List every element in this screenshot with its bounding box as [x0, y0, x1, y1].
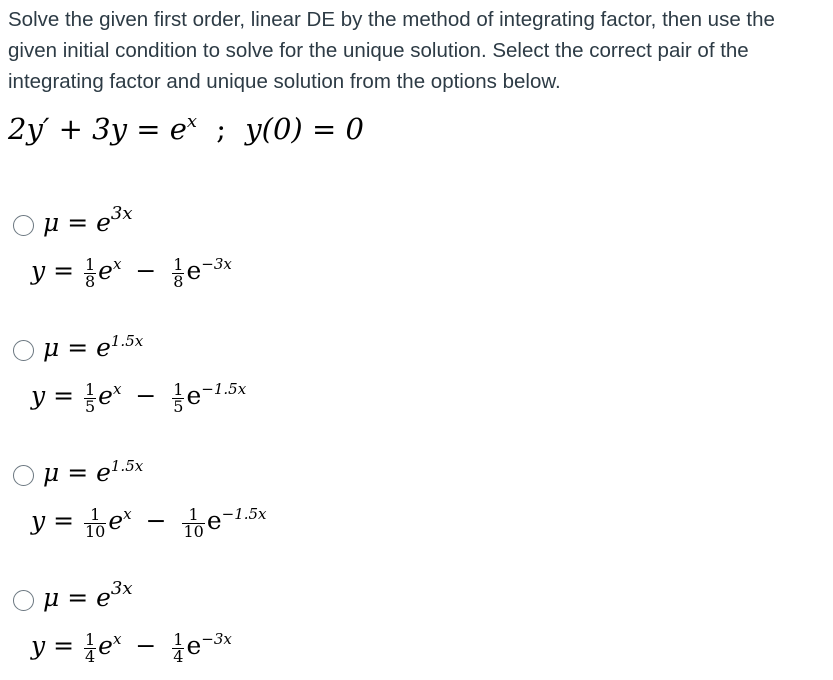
y-label: y =: [31, 256, 75, 285]
y-label: y =: [31, 506, 75, 535]
differential-equation: [8, 112, 364, 146]
answer-option-1[interactable]: [13, 205, 613, 305]
solution-2: y = $\frac{1}{5}$ $e^x$ − $\frac{1}{5}$ $e^{-1.5x}$: [31, 380, 247, 416]
radio-button-3[interactable]: [13, 465, 34, 486]
mu-label: μ = e: [43, 333, 111, 362]
mu-label: μ = e: [43, 458, 111, 487]
fraction: $\frac{1}{4}$: [84, 630, 96, 666]
equation-lhs: 2y′ + 3y = e: [8, 112, 187, 146]
radio-button-1[interactable]: [13, 215, 34, 236]
fraction: $\frac{1}{4}$: [173, 630, 184, 666]
fraction: $\frac{1}{8}$: [173, 255, 184, 291]
question-text: Solve the given first order, linear DE by the method of integrating factor, then use the given initial condition to solve for the unique solution. Select the correct pair of the integrating factor and unique solution from the options below.: [8, 8, 775, 93]
fraction: $\frac{1}{5}$: [173, 380, 184, 416]
mu-exponent: 3x: [110, 203, 133, 224]
y-label: y =: [31, 381, 75, 410]
mu-exponent: 3x: [110, 578, 133, 599]
mu-exponent: 1.5x: [110, 457, 144, 475]
fraction: $\frac{1}{5}$: [84, 380, 96, 416]
solution-1: y = $\frac{1}{8}$ $e^x$ − $\frac{1}{8}$ $e^{-3x}$: [31, 255, 232, 291]
mu-exponent: 1.5x: [110, 332, 144, 350]
radio-button-4[interactable]: [13, 590, 34, 611]
answer-option-3[interactable]: [13, 455, 613, 555]
y-label: y =: [31, 631, 75, 660]
equation-separator: ;: [216, 112, 227, 146]
solution-3: y = $\frac{1}{10}$ $e^x$ − $\frac{1}{10}$ $e^{-1.5x}$: [31, 505, 267, 541]
integrating-factor-3: [43, 455, 143, 491]
integrating-factor-4: [43, 580, 133, 616]
mu-label: μ = e: [43, 208, 111, 237]
fraction: $\frac{1}{8}$: [84, 255, 96, 291]
solution-4: y = $\frac{1}{4}$ $e^x$ − $\frac{1}{4}$ $e^{-3x}$: [31, 630, 232, 666]
initial-condition: y(0) = 0: [245, 112, 364, 146]
radio-button-2[interactable]: [13, 340, 34, 361]
integrating-factor-1: [43, 205, 133, 241]
mu-label: μ = e: [43, 583, 111, 612]
fraction: $\frac{1}{10}$: [84, 505, 106, 541]
answer-option-4[interactable]: [13, 580, 613, 680]
equation-lhs-exponent: x: [186, 111, 198, 132]
integrating-factor-2: [43, 330, 143, 366]
fraction: $\frac{1}{10}$: [183, 505, 204, 541]
answer-option-2[interactable]: [13, 330, 613, 430]
